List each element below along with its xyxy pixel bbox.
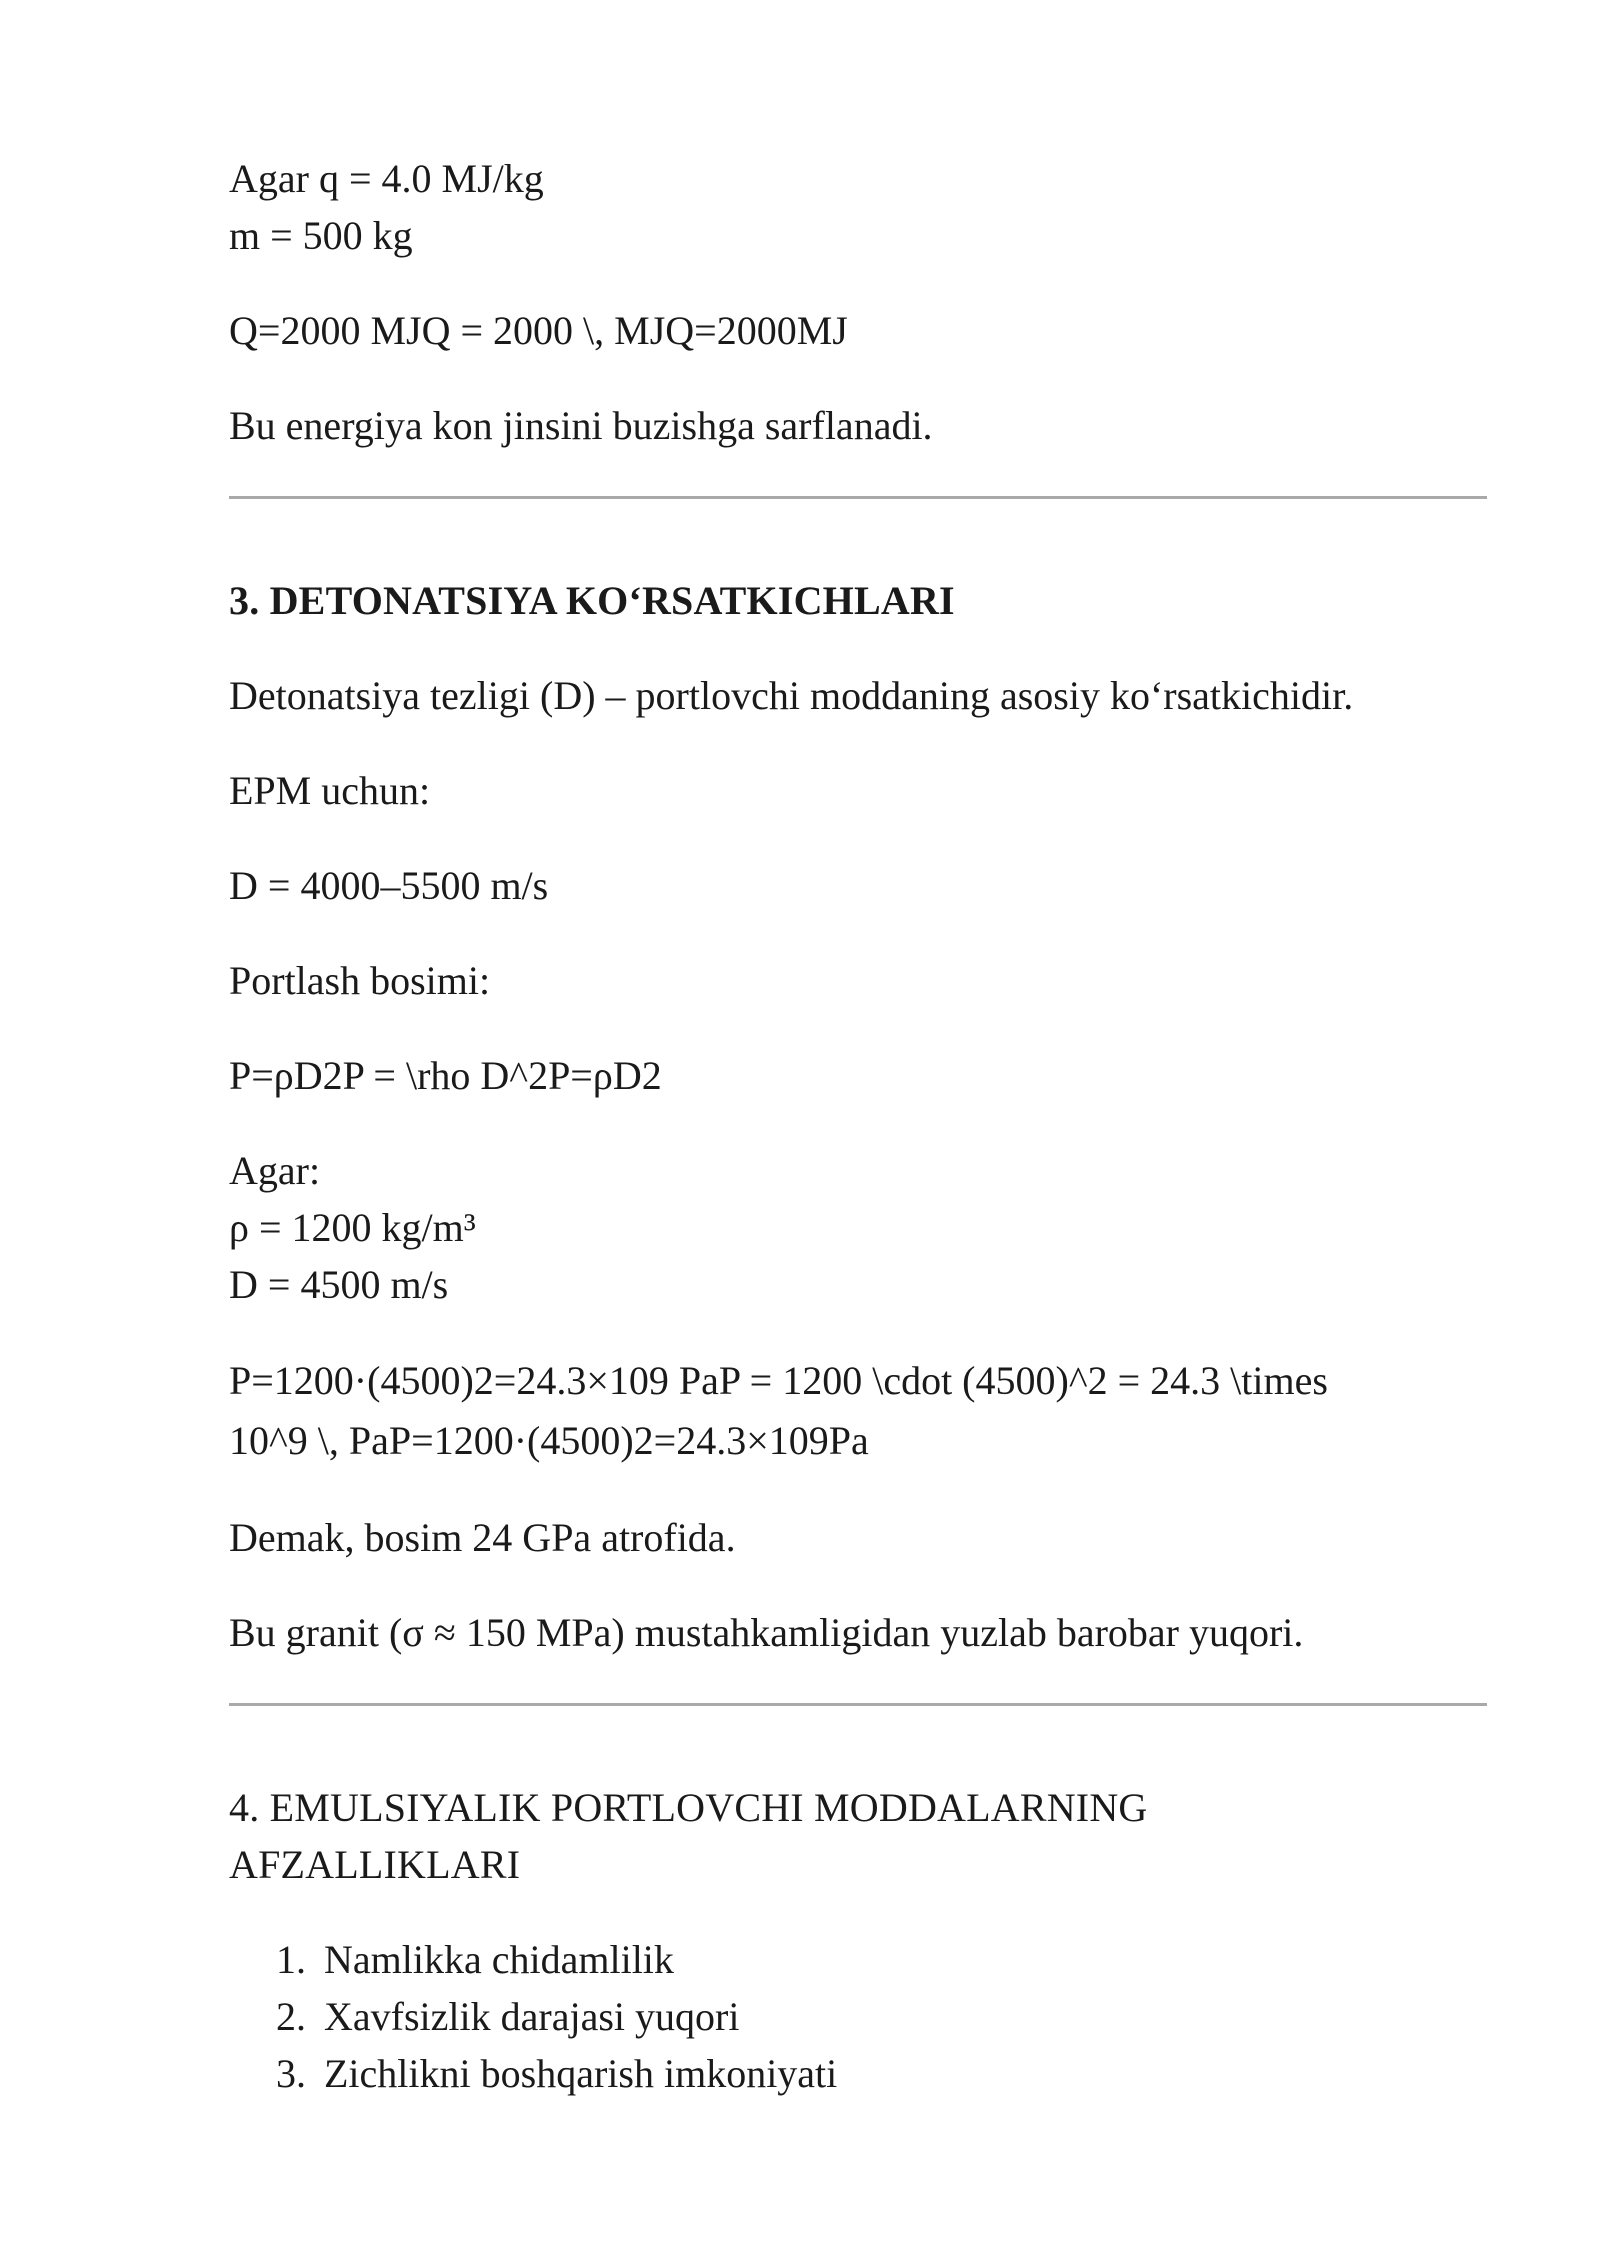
given-label: Agar: [229,1148,321,1193]
energy-given-q: Agar q = 4.0 MJ/kg [229,156,544,201]
list-item-text: Zichlikni boshqarish imkoniyati [324,2051,838,2096]
pressure-calc-line-1: P=1200·(4500)2=24.3×109 PaP = 1200 \cdot (4500)^2 = 24.3 \times [229,1358,1328,1403]
pressure-label: Portlash bosimi: [229,958,491,1003]
section-4-heading [229,1779,1487,1893]
list-item-number: 3. [276,2051,306,2096]
given-velocity: D = 4500 m/s [229,1262,449,1307]
list-item-text: Xavfsizlik darajasi yuqori [324,1994,740,2039]
advantages-list [229,1931,1487,2102]
section-4-heading-line-1: 4. EMULSIYALIK PORTLOVCHI MODDALARNING [229,1785,1148,1830]
granite-comparison: Bu granit (σ ≈ 150 MPa) mustahkamligidan yuzlab barobar yuqori. [229,1610,1304,1655]
document-page [229,150,1487,2102]
pressure-calc-line-2: 10^9 \, PaP=1200·(4500)2=24.3×109Pa [229,1418,869,1463]
given-density: ρ = 1200 kg/m³ [229,1205,476,1250]
list-item-number: 1. [276,1937,306,1982]
list-item-text: Namlikka chidamlilik [324,1937,674,1982]
pressure-conclusion: Demak, bosim 24 GPa atrofida. [229,1515,736,1560]
epm-label: EPM uchun: [229,768,431,813]
energy-given-m: m = 500 kg [229,213,413,258]
detonation-velocity-range: D = 4000–5500 m/s [229,863,549,908]
detonation-intro: Detonatsiya tezligi (D) – portlovchi moddaning asosiy ko‘rsatkichidir. [229,673,1354,718]
pressure-calculation [229,1351,1487,1471]
list-item [276,1931,1487,1988]
given-values-block [229,1142,1487,1313]
energy-note: Bu energiya kon jinsini buzishga sarflanadi. [229,403,933,448]
section-3-heading: 3. DETONATSIYA KO‘RSATKICHLARI [229,578,955,623]
pressure-formula: P=ρD2P = \rho D^2P=ρD2 [229,1053,662,1098]
list-item [276,2045,1487,2102]
section-4-heading-line-2: AFZALLIKLARI [229,1842,521,1887]
list-item-number: 2. [276,1994,306,2039]
energy-given-block [229,150,1487,264]
energy-formula: Q=2000 MJQ = 2000 \, MJQ=2000MJ [229,308,848,353]
list-item [276,1988,1487,2045]
